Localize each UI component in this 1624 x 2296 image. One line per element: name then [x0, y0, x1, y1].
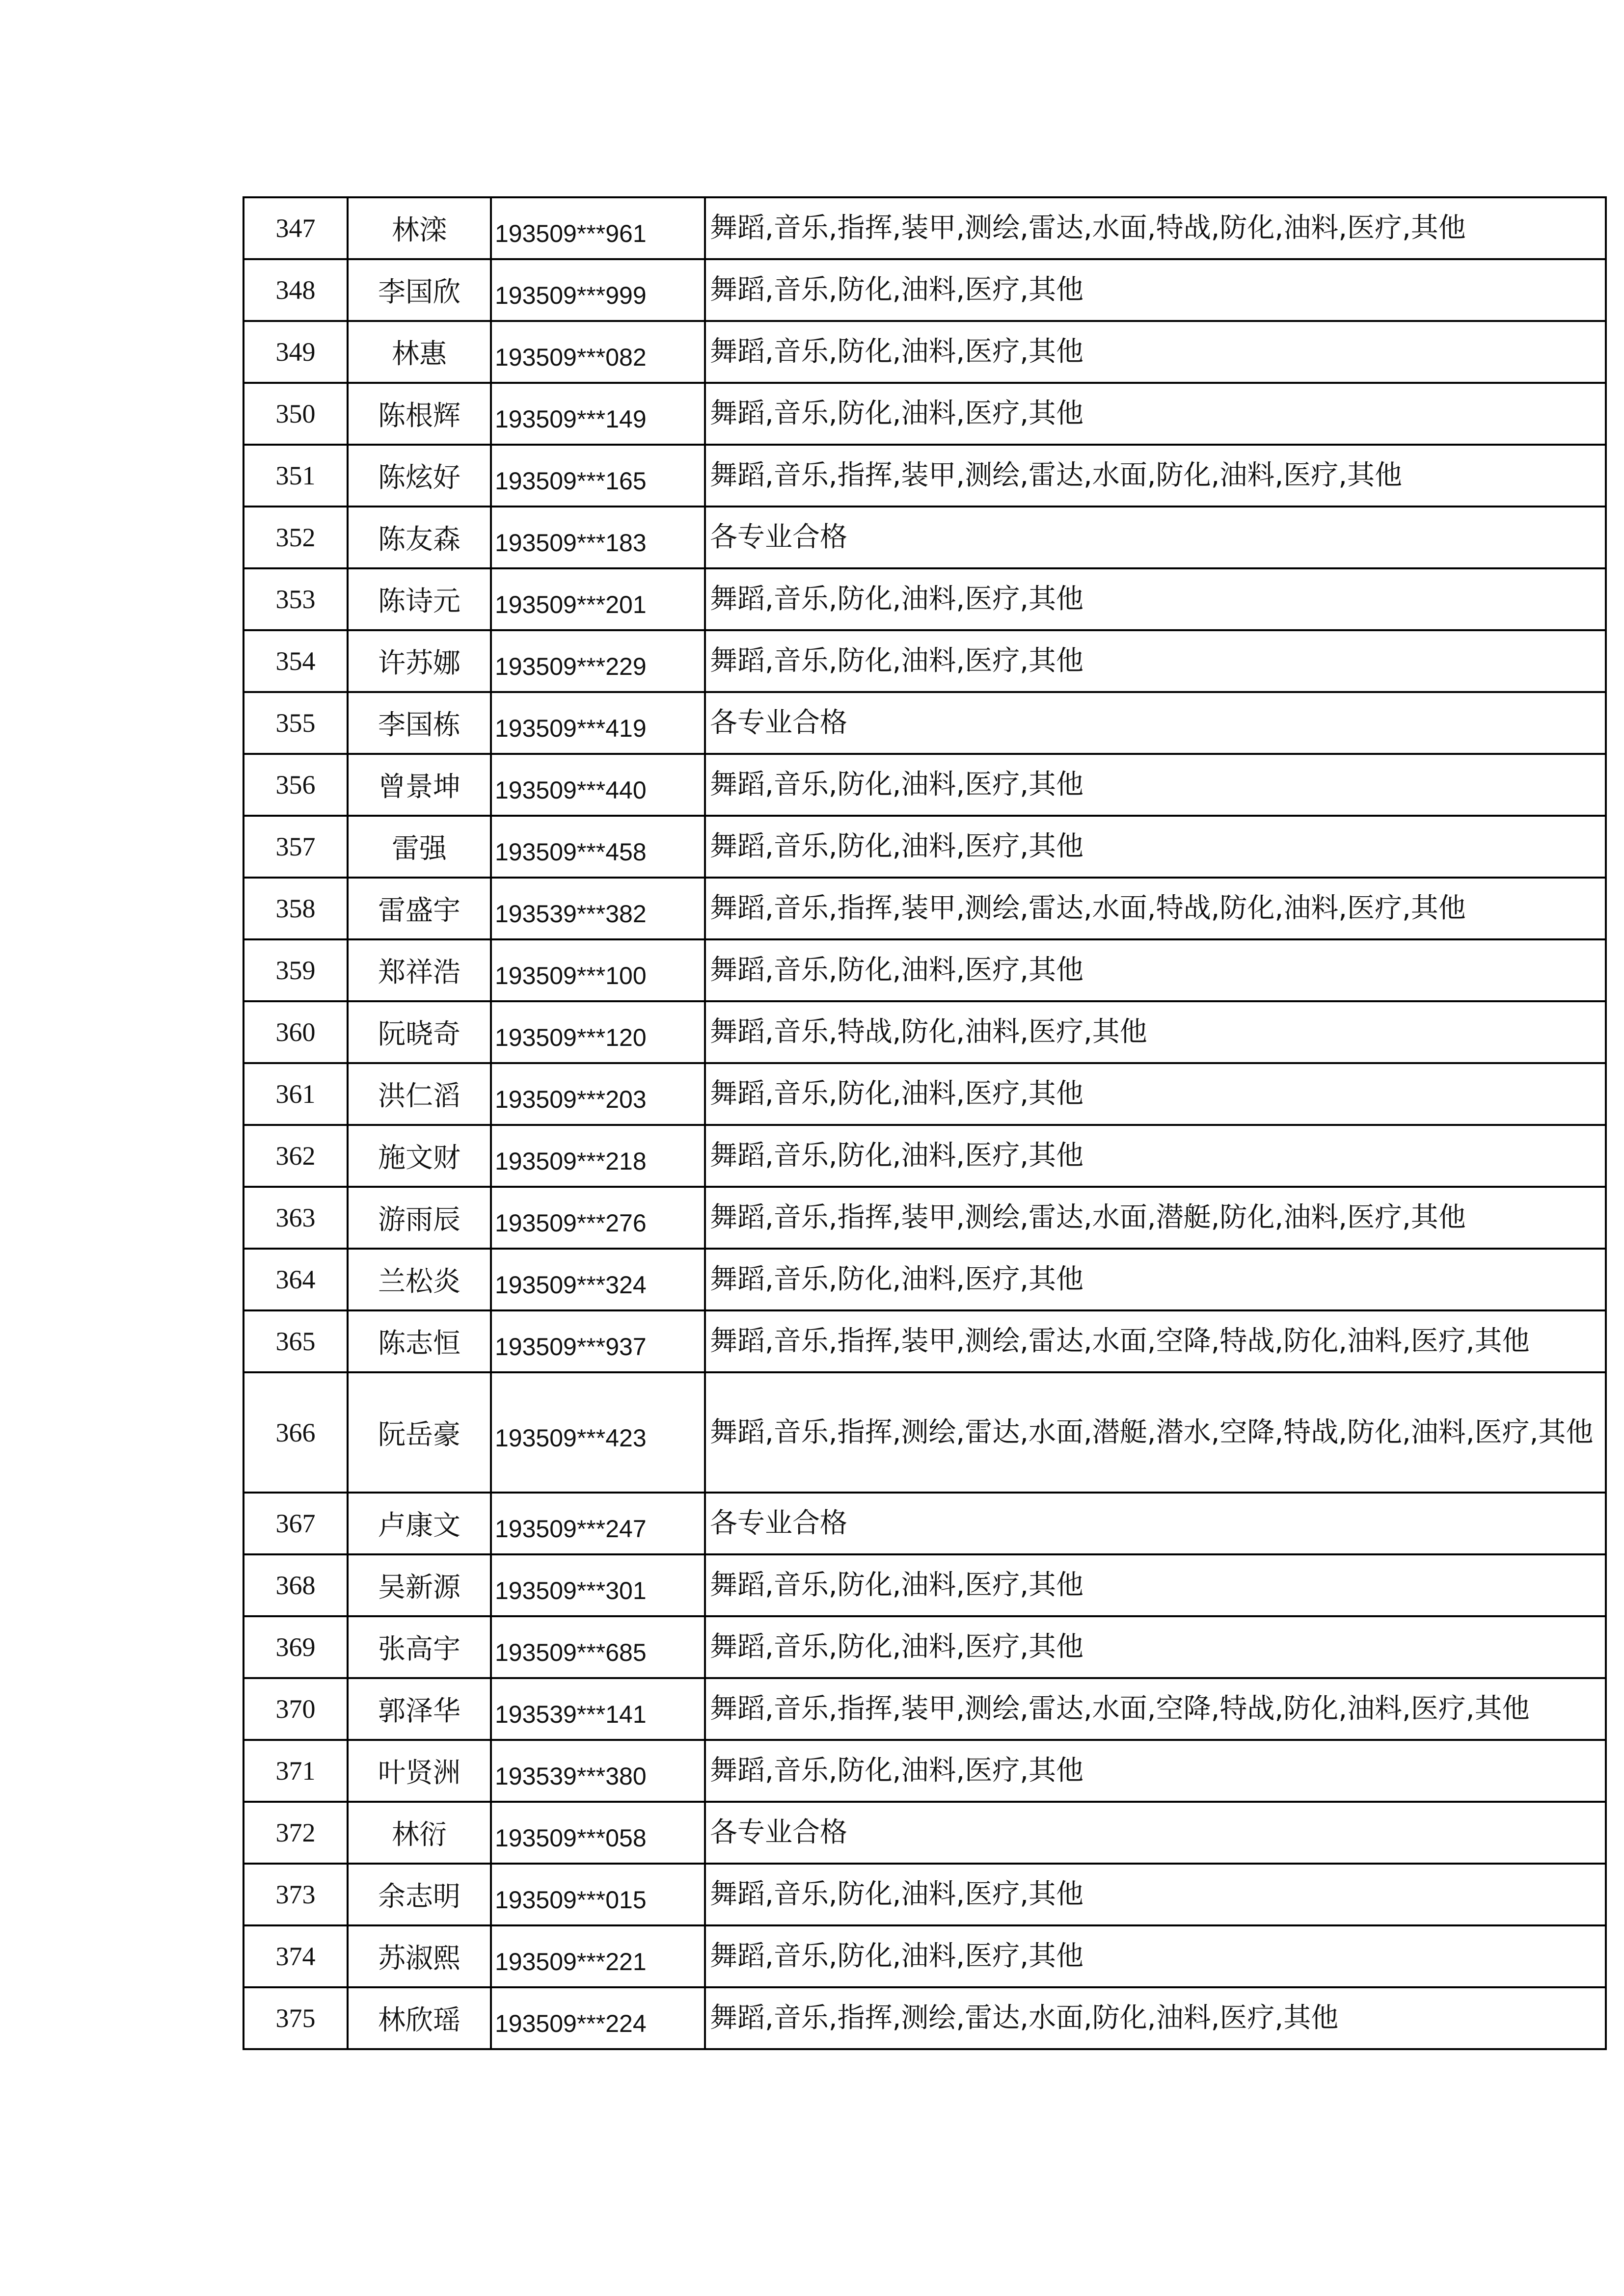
masked-id: 193509***183	[491, 507, 705, 568]
table-row	[244, 321, 1606, 383]
row-number: 357	[244, 816, 348, 878]
masked-id: 193509***423	[491, 1372, 705, 1493]
table-row	[244, 1616, 1606, 1678]
qualifications: 舞蹈,音乐,防化,油料,医疗,其他	[705, 1740, 1606, 1802]
table-row	[244, 939, 1606, 1001]
row-number: 360	[244, 1001, 348, 1063]
qualifications: 舞蹈,音乐,防化,油料,医疗,其他	[705, 1554, 1606, 1616]
table-row	[244, 878, 1606, 939]
table-row	[244, 383, 1606, 445]
table-row	[244, 259, 1606, 321]
person-name: 陈志恒	[348, 1310, 491, 1372]
masked-id: 193509***324	[491, 1249, 705, 1310]
qualifications: 舞蹈,音乐,防化,油料,医疗,其他	[705, 939, 1606, 1001]
qualifications: 舞蹈,音乐,指挥,装甲,测绘,雷达,水面,防化,油料,医疗,其他	[705, 445, 1606, 507]
masked-id: 193509***937	[491, 1310, 705, 1372]
qualifications: 舞蹈,音乐,指挥,装甲,测绘,雷达,水面,空降,特战,防化,油料,医疗,其他	[705, 1678, 1606, 1740]
qualifications: 舞蹈,音乐,防化,油料,医疗,其他	[705, 321, 1606, 383]
table-row	[244, 754, 1606, 816]
person-name: 许苏娜	[348, 630, 491, 692]
roster-table	[243, 196, 1607, 2050]
qualifications: 舞蹈,音乐,防化,油料,医疗,其他	[705, 630, 1606, 692]
table-row	[244, 1493, 1606, 1554]
person-name: 林衍	[348, 1802, 491, 1864]
qualifications: 舞蹈,音乐,防化,油料,医疗,其他	[705, 383, 1606, 445]
masked-id: 193509***247	[491, 1493, 705, 1554]
masked-id: 193509***120	[491, 1001, 705, 1063]
table-row	[244, 1740, 1606, 1802]
qualifications: 舞蹈,音乐,防化,油料,医疗,其他	[705, 1063, 1606, 1125]
table-row	[244, 507, 1606, 568]
table-row	[244, 1310, 1606, 1372]
masked-id: 193509***440	[491, 754, 705, 816]
person-name: 兰松炎	[348, 1249, 491, 1310]
table-row	[244, 1125, 1606, 1187]
qualifications: 舞蹈,音乐,防化,油料,医疗,其他	[705, 1125, 1606, 1187]
masked-id: 193539***380	[491, 1740, 705, 1802]
qualifications: 舞蹈,音乐,指挥,测绘,雷达,水面,潜艇,潜水,空降,特战,防化,油料,医疗,其他	[705, 1372, 1606, 1493]
table-row	[244, 1864, 1606, 1925]
table-row	[244, 1802, 1606, 1864]
row-number: 349	[244, 321, 348, 383]
masked-id: 193509***201	[491, 568, 705, 630]
qualifications: 舞蹈,音乐,防化,油料,医疗,其他	[705, 568, 1606, 630]
person-name: 林欣瑶	[348, 1987, 491, 2049]
row-number: 371	[244, 1740, 348, 1802]
row-number: 365	[244, 1310, 348, 1372]
qualifications: 各专业合格	[705, 692, 1606, 754]
qualifications: 舞蹈,音乐,特战,防化,油料,医疗,其他	[705, 1001, 1606, 1063]
masked-id: 193509***221	[491, 1925, 705, 1987]
person-name: 李国欣	[348, 259, 491, 321]
masked-id: 193509***276	[491, 1187, 705, 1249]
masked-id: 193509***229	[491, 630, 705, 692]
qualifications: 舞蹈,音乐,指挥,测绘,雷达,水面,防化,油料,医疗,其他	[705, 1987, 1606, 2049]
row-number: 374	[244, 1925, 348, 1987]
masked-id: 193509***165	[491, 445, 705, 507]
masked-id: 193509***100	[491, 939, 705, 1001]
row-number: 369	[244, 1616, 348, 1678]
table-row	[244, 445, 1606, 507]
table-row	[244, 568, 1606, 630]
person-name: 陈友森	[348, 507, 491, 568]
row-number: 353	[244, 568, 348, 630]
masked-id: 193509***961	[491, 197, 705, 259]
row-number: 372	[244, 1802, 348, 1864]
table-row	[244, 1001, 1606, 1063]
qualifications: 舞蹈,音乐,指挥,装甲,测绘,雷达,水面,特战,防化,油料,医疗,其他	[705, 197, 1606, 259]
person-name: 曾景坤	[348, 754, 491, 816]
person-name: 陈炫好	[348, 445, 491, 507]
person-name: 施文财	[348, 1125, 491, 1187]
row-number: 364	[244, 1249, 348, 1310]
row-number: 375	[244, 1987, 348, 2049]
person-name: 雷强	[348, 816, 491, 878]
row-number: 356	[244, 754, 348, 816]
masked-id: 193509***301	[491, 1554, 705, 1616]
qualifications: 各专业合格	[705, 1493, 1606, 1554]
masked-id: 193509***458	[491, 816, 705, 878]
masked-id: 193509***224	[491, 1987, 705, 2049]
person-name: 游雨辰	[348, 1187, 491, 1249]
qualifications: 舞蹈,音乐,指挥,装甲,测绘,雷达,水面,潜艇,防化,油料,医疗,其他	[705, 1187, 1606, 1249]
person-name: 陈根辉	[348, 383, 491, 445]
masked-id: 193539***141	[491, 1678, 705, 1740]
person-name: 李国栋	[348, 692, 491, 754]
row-number: 370	[244, 1678, 348, 1740]
person-name: 卢康文	[348, 1493, 491, 1554]
masked-id: 193509***149	[491, 383, 705, 445]
qualifications: 舞蹈,音乐,防化,油料,医疗,其他	[705, 259, 1606, 321]
table-row	[244, 1187, 1606, 1249]
qualifications: 舞蹈,音乐,防化,油料,医疗,其他	[705, 754, 1606, 816]
masked-id: 193509***419	[491, 692, 705, 754]
person-name: 余志明	[348, 1864, 491, 1925]
table-row	[244, 197, 1606, 259]
row-number: 348	[244, 259, 348, 321]
masked-id: 193509***218	[491, 1125, 705, 1187]
row-number: 363	[244, 1187, 348, 1249]
person-name: 洪仁滔	[348, 1063, 491, 1125]
masked-id: 193539***382	[491, 878, 705, 939]
masked-id: 193509***082	[491, 321, 705, 383]
qualifications: 各专业合格	[705, 1802, 1606, 1864]
row-number: 352	[244, 507, 348, 568]
roster-table-body	[244, 197, 1606, 2049]
masked-id: 193509***058	[491, 1802, 705, 1864]
row-number: 367	[244, 1493, 348, 1554]
table-row	[244, 816, 1606, 878]
table-row	[244, 692, 1606, 754]
row-number: 351	[244, 445, 348, 507]
person-name: 苏淑熙	[348, 1925, 491, 1987]
person-name: 阮岳豪	[348, 1372, 491, 1493]
masked-id: 193509***015	[491, 1864, 705, 1925]
person-name: 吴新源	[348, 1554, 491, 1616]
qualifications: 舞蹈,音乐,防化,油料,医疗,其他	[705, 1249, 1606, 1310]
qualifications: 舞蹈,音乐,指挥,装甲,测绘,雷达,水面,特战,防化,油料,医疗,其他	[705, 878, 1606, 939]
qualifications: 舞蹈,音乐,指挥,装甲,测绘,雷达,水面,空降,特战,防化,油料,医疗,其他	[705, 1310, 1606, 1372]
table-row	[244, 1249, 1606, 1310]
masked-id: 193509***999	[491, 259, 705, 321]
row-number: 354	[244, 630, 348, 692]
table-row	[244, 1372, 1606, 1493]
person-name: 阮晓奇	[348, 1001, 491, 1063]
row-number: 347	[244, 197, 348, 259]
table-row	[244, 1554, 1606, 1616]
qualifications: 舞蹈,音乐,防化,油料,医疗,其他	[705, 816, 1606, 878]
table-row	[244, 630, 1606, 692]
qualifications: 舞蹈,音乐,防化,油料,医疗,其他	[705, 1616, 1606, 1678]
masked-id: 193509***685	[491, 1616, 705, 1678]
table-row	[244, 1063, 1606, 1125]
table-row	[244, 1678, 1606, 1740]
row-number: 359	[244, 939, 348, 1001]
row-number: 355	[244, 692, 348, 754]
person-name: 郑祥浩	[348, 939, 491, 1001]
person-name: 郭泽华	[348, 1678, 491, 1740]
table-row	[244, 1925, 1606, 1987]
row-number: 358	[244, 878, 348, 939]
table-row	[244, 1987, 1606, 2049]
masked-id: 193509***203	[491, 1063, 705, 1125]
person-name: 叶贤洲	[348, 1740, 491, 1802]
person-name: 林滦	[348, 197, 491, 259]
row-number: 373	[244, 1864, 348, 1925]
qualifications: 舞蹈,音乐,防化,油料,医疗,其他	[705, 1864, 1606, 1925]
person-name: 陈诗元	[348, 568, 491, 630]
person-name: 雷盛宇	[348, 878, 491, 939]
row-number: 368	[244, 1554, 348, 1616]
row-number: 362	[244, 1125, 348, 1187]
row-number: 366	[244, 1372, 348, 1493]
person-name: 林惠	[348, 321, 491, 383]
qualifications: 舞蹈,音乐,防化,油料,医疗,其他	[705, 1925, 1606, 1987]
qualifications: 各专业合格	[705, 507, 1606, 568]
row-number: 350	[244, 383, 348, 445]
row-number: 361	[244, 1063, 348, 1125]
person-name: 张高宇	[348, 1616, 491, 1678]
